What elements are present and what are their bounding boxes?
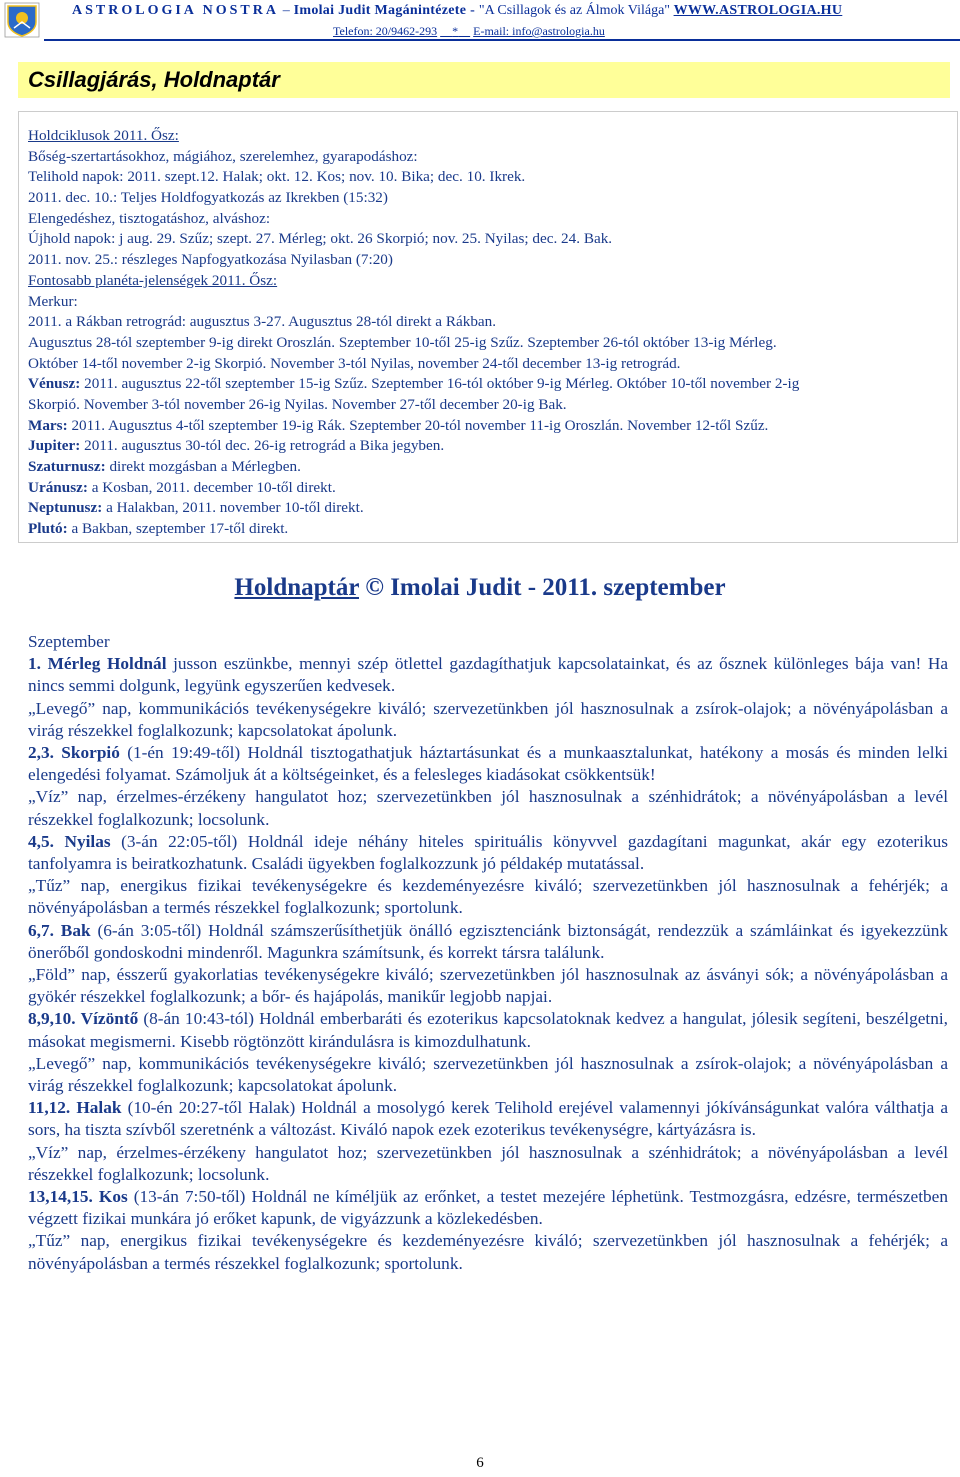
entry-days: 4,5. <box>28 831 54 851</box>
brand-name: ASTROLOGIA NOSTRA <box>72 3 279 18</box>
calendar-body <box>28 631 948 1275</box>
jupiter-label: Jupiter: <box>28 437 81 455</box>
pluto-label: Plutó: <box>28 520 68 538</box>
page-header <box>0 0 960 40</box>
entry-days: 2,3. <box>28 743 54 763</box>
entry-days: 1. <box>28 654 41 674</box>
entries-list <box>28 653 948 1275</box>
newmoon-line-1: Újhold napok: j aug. 29. Szűz; szept. 27. Mérleg; okt. 26 Skorpió; nov. 25. Nyilas; dec. 24. Bak. <box>28 230 613 248</box>
fullmoon-line-1: Telihold napok: 2011. szept.12. Halak; okt. 12. Kos; nov. 10. Bika; dec. 10. Ikrek. <box>28 168 526 186</box>
header-rule <box>44 39 960 41</box>
entry-paragraph <box>28 1186 948 1230</box>
mercury-label: Merkur: <box>28 292 78 310</box>
entry-sign: Mérleg Holdnál <box>47 654 167 674</box>
entry-day-type: „Víz” nap, érzelmes-érzékeny hangulatot hoz; szervezetünkben jól hasznosulnak a szénhidrátok; a növényápolásban a levél részekkel foglalkozunk; locsolunk. <box>28 787 948 829</box>
org-name: Imolai Judit Magánintézete - <box>293 3 476 18</box>
holdnaptar-title <box>0 574 960 602</box>
entry-paragraph <box>28 653 948 697</box>
entry-day-type: „Tűz” nap, energikus fizikai tevékenységekre és kezdeményezésre kiváló; szervezetünkben jól hasznosulnak a fehérjék; a növényápolásban a termés részekkel foglalkozunk; sportolunk. <box>28 1231 948 1273</box>
pluto-text: a Bakban, szeptember 17-től direkt. <box>71 520 289 538</box>
entry-text: (6-án 3:05-től) Holdnál számszerűsíthetjük önálló egzisztenciánk biztonságát, rendezzük a számláinkat és igyekezzünk önerőből gondoskodni mindenről. Magunkra számítsunk, és korrekt társra találunk. <box>28 920 948 962</box>
entry-days: 6,7. <box>28 920 54 940</box>
entry-sign: Vízöntő <box>80 1009 139 1029</box>
entry-day-type: „Levegő” nap, kommunikációs tevékenységekre kiváló; szervezetünkben jól hasznosulnak a zsírok-olajok; a növényápolásban a virág részekkel foglalkozunk; kapcsolatokat ápolunk. <box>28 1053 948 1096</box>
astrologia-logo-icon <box>4 2 40 38</box>
entry-text: (1-én 19:49-től) Holdnál tisztogathatjuk háztartásunkat és a munkaasztalunkat, hatékony a mosás és minden lelki elengedési folyamat. Számoljuk át a költségeinket, és a felesleges kiadásokat csökkentsük! <box>28 743 948 785</box>
entry-day-type: „Levegő” nap, kommunikációs tevékenységekre kiváló; szervezetünkben jól hasznosulnak a zsírok-olajok; a növényápolásban a virág részekkel foglalkozunk; kapcsolatokat ápolunk. <box>28 698 948 740</box>
month-heading: Szeptember <box>28 632 110 651</box>
entry-text: jusson eszünkbe, mennyi szép ötlettel gazdagíthatjuk kapcsolatainkat, és az ősznek különleges bája van! Ha nincs semmi dolgunk, legyünk egyszerűen kedvesek. <box>28 654 948 696</box>
newmoon-line-2: 2011. nov. 25.: részleges Napfogyatkozása Nyilasban (7:20) <box>28 251 393 269</box>
jupiter-text: 2011. augusztus 30-tól dec. 26-ig retrográd a Bika jegyben. <box>84 437 445 455</box>
mars-text: 2011. Augusztus 4-től szeptember 19-ig Rák. Szeptember 20-tól november 11-ig Oroszlán. November 12-től Szűz. <box>71 416 769 434</box>
saturn-label: Szaturnusz: <box>28 458 106 475</box>
venus-text-2: Skorpió. November 3-tól november 26-ig Nyilas. November 27-től december 20-ig Bak. <box>28 395 567 413</box>
mars-label: Mars: <box>28 416 68 434</box>
saturn-text: direkt mozgásban a Mérlegben. <box>109 458 301 475</box>
slogan: "A Csillagok és az Álmok Világa" <box>478 3 670 18</box>
entry-day-type: „Tűz” nap, energikus fizikai tevékenységekre és kezdeményezésre kiváló; szervezetünkben jól hasznosulnak a fehérjék; a növényápolásban a termés részekkel foglalkozunk; sportolunk. <box>28 876 948 918</box>
moon-cycles-heading: Holdciklusok 2011. Ősz: <box>28 127 179 144</box>
entry-day-type: „Víz” nap, érzelmes-érzékeny hangulatot hoz; szervezetünkben jól hasznosulnak a szénhidrátok; a növényápolásban a levél részekkel foglalkozunk; locsolunk. <box>28 1142 948 1184</box>
section-title-bar <box>18 62 950 98</box>
entry-sign: Bak <box>60 920 91 940</box>
copyright-icon: © <box>365 574 384 601</box>
uranus-text: a Kosban, 2011. december 10-től direkt. <box>91 478 336 496</box>
mercury-text-2: Augusztus 28-tól szeptember 9-ig direkt Oroszlán. Szeptember 10-től 25-ig Szűz. Szeptember 26-tól október 13-ig Mérleg. <box>28 333 777 351</box>
uranus-label: Uránusz: <box>28 478 88 496</box>
section-title: Csillagjárás, Holdnaptár <box>28 67 280 92</box>
entry-days: 13,14,15. <box>28 1187 93 1207</box>
entry-days: 11,12. <box>28 1098 71 1118</box>
entry-text: (8-án 10:43-tól) Holdnál emberbaráti és ezoterikus kapcsolatoknak kedvez a hangulat, jólesik segíteni, beszélgetni, másokat megismerni. Kisebb rögtönzött kirándulásra is kimozdulhatunk. <box>28 1009 948 1051</box>
page-number: 6 <box>476 1455 484 1471</box>
entry-paragraph <box>28 920 948 964</box>
holdnaptar-subtitle: Imolai Judit - 2011. szeptember <box>390 574 726 601</box>
mercury-text-3: Október 14-től november 2-ig Skorpió. November 3-tól Nyilas, november 24-től december 13-ig retrográd. <box>28 354 681 372</box>
entry-sign: Kos <box>98 1187 128 1207</box>
info-content <box>28 126 953 540</box>
neptune-label: Neptunusz: <box>28 499 103 517</box>
header-line-1: ASTROLOGIA NOSTRA – Imolai Judit Magánintézete - "A Csillagok és az Álmok Világa" WWW.ASTROLOGIA.HU <box>72 3 843 18</box>
entry-days: 8,9,10. <box>28 1009 76 1029</box>
venus-text-1: 2011. augusztus 22-től szeptember 15-ig Szűz. Szeptember 16-tól október 9-ig Mérleg. Október 10-től november 2-ig <box>84 375 800 393</box>
website-link[interactable]: WWW.ASTROLOGIA.HU <box>673 3 843 18</box>
header-line-2: Telefon: 20/9462-293 * E-mail: info@astrologia.hu <box>333 24 605 38</box>
entry-paragraph <box>28 1008 948 1052</box>
entry-sign: Halak <box>76 1098 122 1118</box>
entry-day-type: „Föld” nap, ésszerű gyakorlatias tevékenységekre kiváló; szervezetünkben jól hasznosulnak az ásványi sók; a növényápolásban a gyökér részekkel foglalkozunk; a bőr- és hajápolás, manikűr legjobb napjai. <box>28 965 948 1007</box>
abundance-heading: Bőség-szertartásokhoz, mágiához, szerelemhez, gyarapodáshoz: <box>28 147 418 165</box>
mercury-text-1: 2011. a Rákban retrográd: augusztus 3-27. Augusztus 28-tól direkt a Rákban. <box>28 313 497 331</box>
entry-text: (10-én 20:27-től Halak) Holdnál a mosolygó kerek Telihold erejével valamennyi jókívánságunkat valóra válthatja a sors, ha tiszta szívből szeretnénk a változást. Kiváló napok ezek ezoterikus tevékenységre, kártyázásra is. <box>28 1098 948 1140</box>
phone: Telefon: 20/9462-293 <box>333 24 438 38</box>
holdnaptar-link[interactable]: Holdnaptár <box>234 574 359 601</box>
entry-paragraph <box>28 831 948 875</box>
planets-heading: Fontosabb planéta-jelenségek 2011. Ősz: <box>28 271 278 289</box>
entry-paragraph <box>28 742 948 786</box>
entry-paragraph <box>28 1097 948 1141</box>
entry-sign: Nyilas <box>64 831 111 851</box>
email-link[interactable]: E-mail: info@astrologia.hu <box>473 24 605 38</box>
entry-text: (3-án 22:05-től) Holdnál ideje néhány hiteles spirituális könyvvel gazdagítani magunkat, akár egy ezoterikus tanfolyamra is beiratkozhatunk. Családi ügyekben foglalkozzunk jó példakép mutatással. <box>28 831 948 874</box>
entry-sign: Skorpió <box>61 743 120 763</box>
neptune-text: a Halakban, 2011. november 10-től direkt. <box>106 499 364 517</box>
entry-text: (13-án 7:50-től) Holdnál ne kíméljük az erőnket, a testet mezejére léphetünk. Testmozgásra, edzésre, természetben végzett fizikai munkára jó erőket kapunk, de vigyázzunk a közlekedésben. <box>28 1187 948 1229</box>
venus-label: Vénusz: <box>28 375 81 393</box>
fullmoon-line-2: 2011. dec. 10.: Teljes Holdfogyatkozás az Ikrekben (15:32) <box>28 189 388 207</box>
release-heading: Elengedéshez, tisztogatáshoz, alváshoz: <box>28 209 271 227</box>
